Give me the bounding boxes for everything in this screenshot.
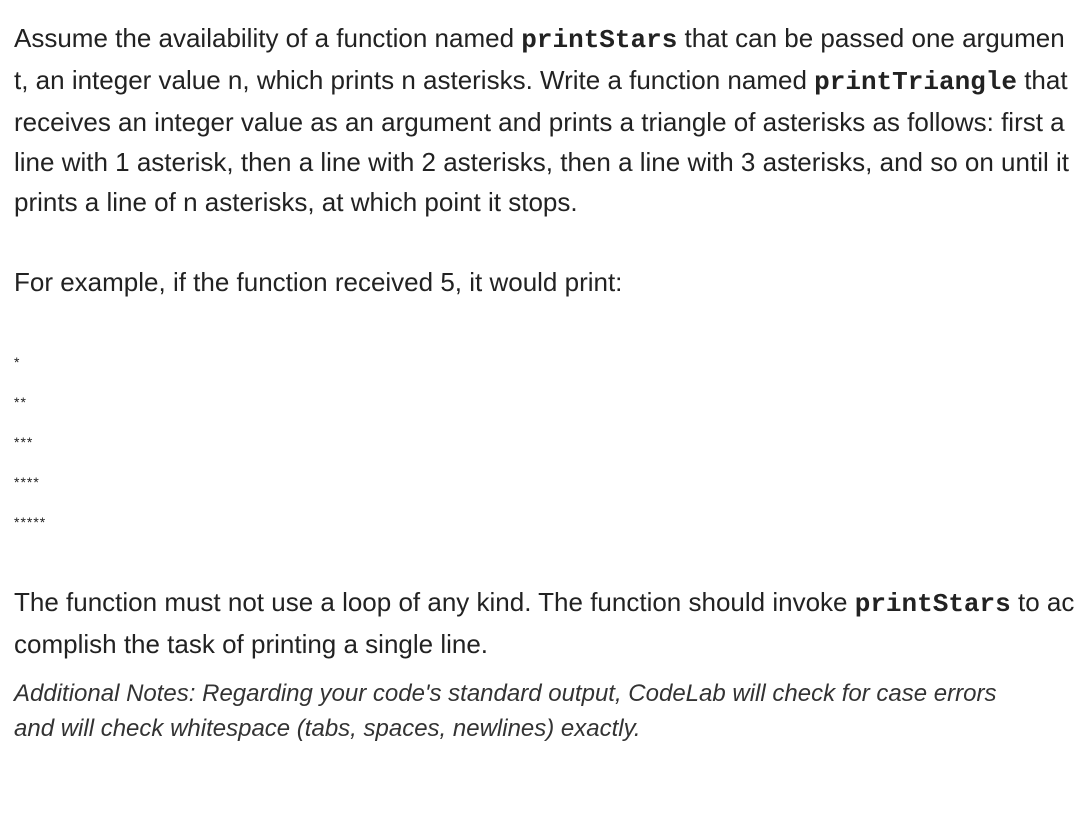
constraint-text-2: to accomplish the task of printing a single line. bbox=[14, 587, 1075, 659]
code-printtriangle: printTriangle bbox=[814, 67, 1017, 97]
problem-statement bbox=[14, 18, 1080, 746]
example-output-block bbox=[14, 342, 1080, 542]
example-output-line: ***** bbox=[14, 514, 47, 530]
example-output-line: ** bbox=[14, 394, 27, 410]
constraint-paragraph bbox=[14, 582, 1080, 664]
code-printstars: printStars bbox=[521, 25, 678, 55]
problem-intro-paragraph bbox=[14, 18, 1070, 222]
additional-notes: Additional Notes: Regarding your code's standard output, CodeLab will check for case errors and will check whitespace (tabs, spaces, newlines) exactly. bbox=[14, 680, 997, 742]
example-output-line: * bbox=[14, 354, 21, 370]
intro-text-3: that receives an integer value as an argument and prints a triangle of asterisks as follows: first a line with 1 asterisk, then a line with 2 asterisks, then a line with 3 asterisks, and so on until it prints a line of n asterisks, at which point it stops. bbox=[14, 65, 1069, 217]
intro-text-1: Assume the availability of a function named bbox=[14, 23, 522, 53]
code-printstars-ref: printStars bbox=[854, 589, 1011, 619]
example-intro-paragraph: For example, if the function received 5, it would print: bbox=[14, 267, 623, 297]
constraint-text-1: The function must not use a loop of any kind. The function should invoke bbox=[14, 587, 855, 617]
intro-text-2: that can be passed one argument, an integer value n, which prints n asterisks. Write a function named bbox=[14, 23, 1065, 95]
example-output-line: *** bbox=[14, 434, 34, 450]
example-output-line: **** bbox=[14, 474, 40, 490]
